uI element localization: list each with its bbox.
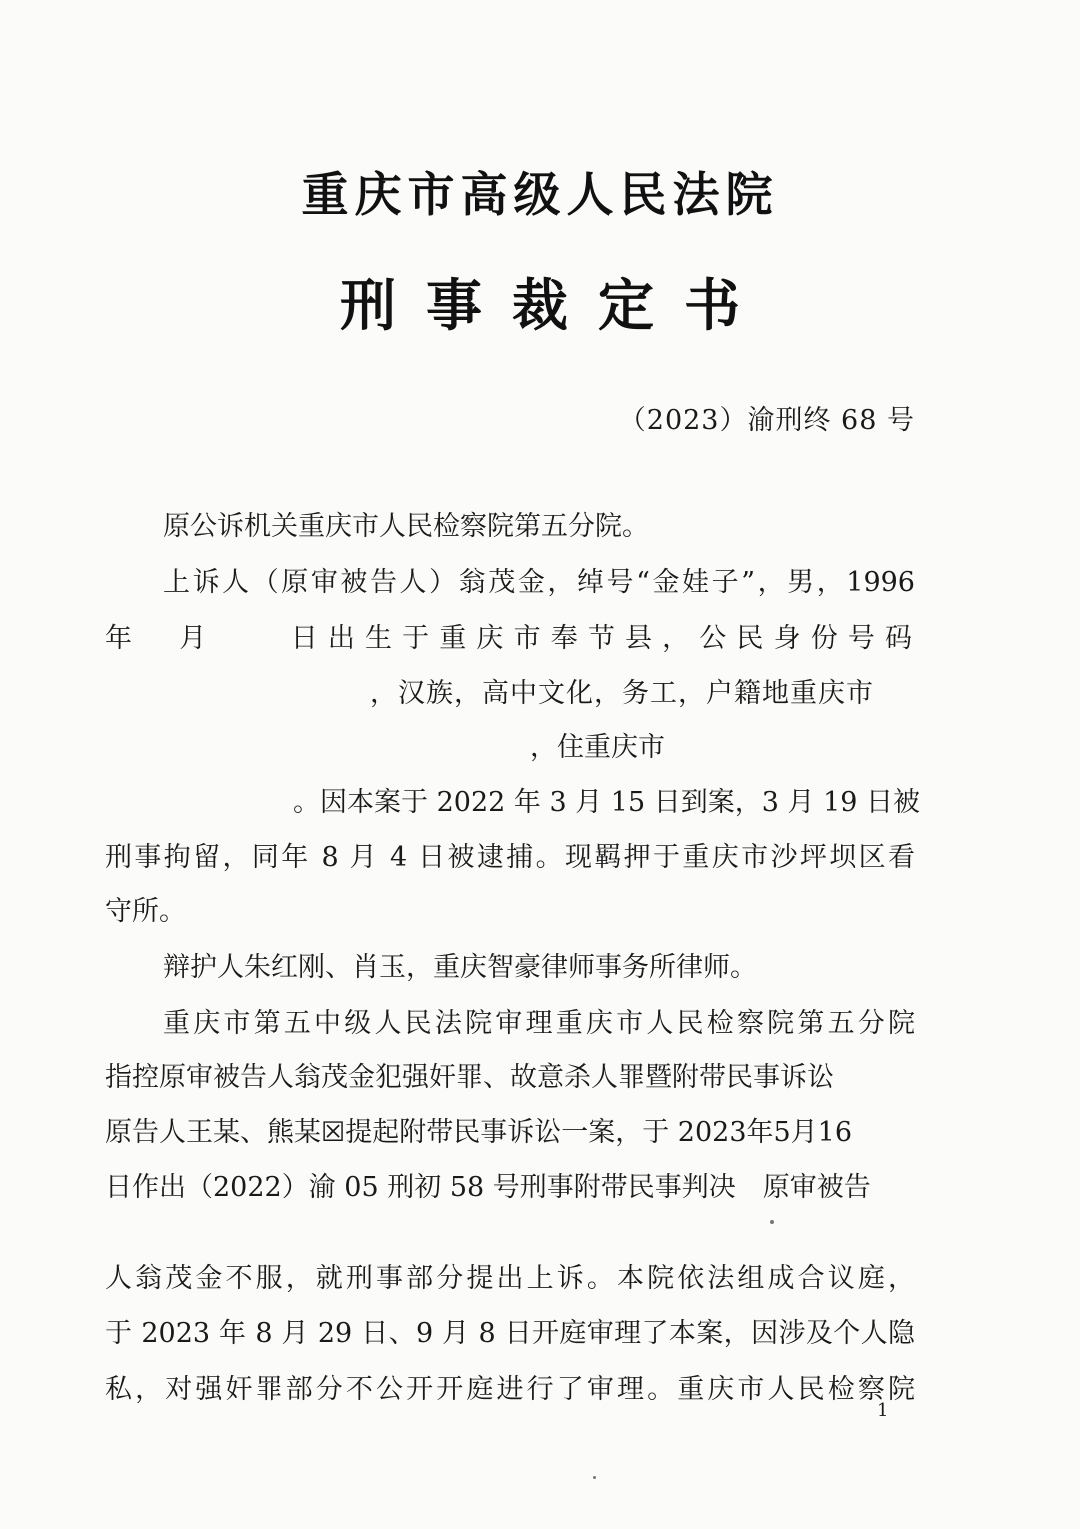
procedure-line-1: 重庆市第五中级人民法院审理重庆市人民检察院第五分院 [163,1008,915,1039]
document-type-title: 刑事裁定书 [340,274,770,339]
procedure-line-4: 日作出（2022）渝 05 刑初 58 号刑事附带民事判决 原审被告 [105,1172,871,1203]
court-name-title: 重庆市高级人民法院 [301,168,779,223]
defense-counsel-line: 辩护人朱红刚、肖玉，重庆智豪律师事务所律师。 [163,952,757,983]
appellant-line-6: 刑事拘留，同年 8 月 4 日被逮捕。现羁押于重庆市沙坪坝区看 [105,842,915,873]
paragraph-prosecutor: 原公诉机关重庆市人民检察院第五分院。 [163,511,649,542]
scan-dot [593,1476,596,1479]
appellant-line-1: 上诉人（原审被告人）翁茂金，绰号“金娃子”，男，1996 [163,567,915,598]
procedure-line-6: 于 2023 年 8 月 29 日、9 月 8 日开庭审理了本案，因涉及个人隐 [105,1318,915,1349]
appellant-line-2: 年 月 日出生于重庆市奉节县，公民身份号码 [105,623,915,654]
procedure-line-2: 指控原审被告人翁茂金犯强奸罪、故意杀人罪暨附带民事诉讼 [105,1062,834,1093]
appellant-line-4: ，住重庆市 [530,732,665,763]
appellant-line-3: ，汉族，高中文化，务工，户籍地重庆市 [370,678,874,709]
procedure-line-5: 人翁茂金不服，就刑事部分提出上诉。本院依法组成合议庭， [105,1263,915,1294]
procedure-line-7: 私，对强奸罪部分不公开开庭进行了审理。重庆市人民检察院 [105,1374,915,1405]
scan-dot [770,1220,774,1224]
appellant-line-5: 。因本案于 2022 年 3 月 15 日到案，3 月 19 日被 [293,787,921,818]
procedure-line-3: 原告人王某、熊某☒提起附带民事诉讼一案，于 2023年5月16 [105,1117,853,1148]
appellant-line-7: 守所。 [105,896,186,927]
page-number: 1 [877,1400,889,1421]
case-number: （2023）渝刑终 68 号 [618,405,915,436]
